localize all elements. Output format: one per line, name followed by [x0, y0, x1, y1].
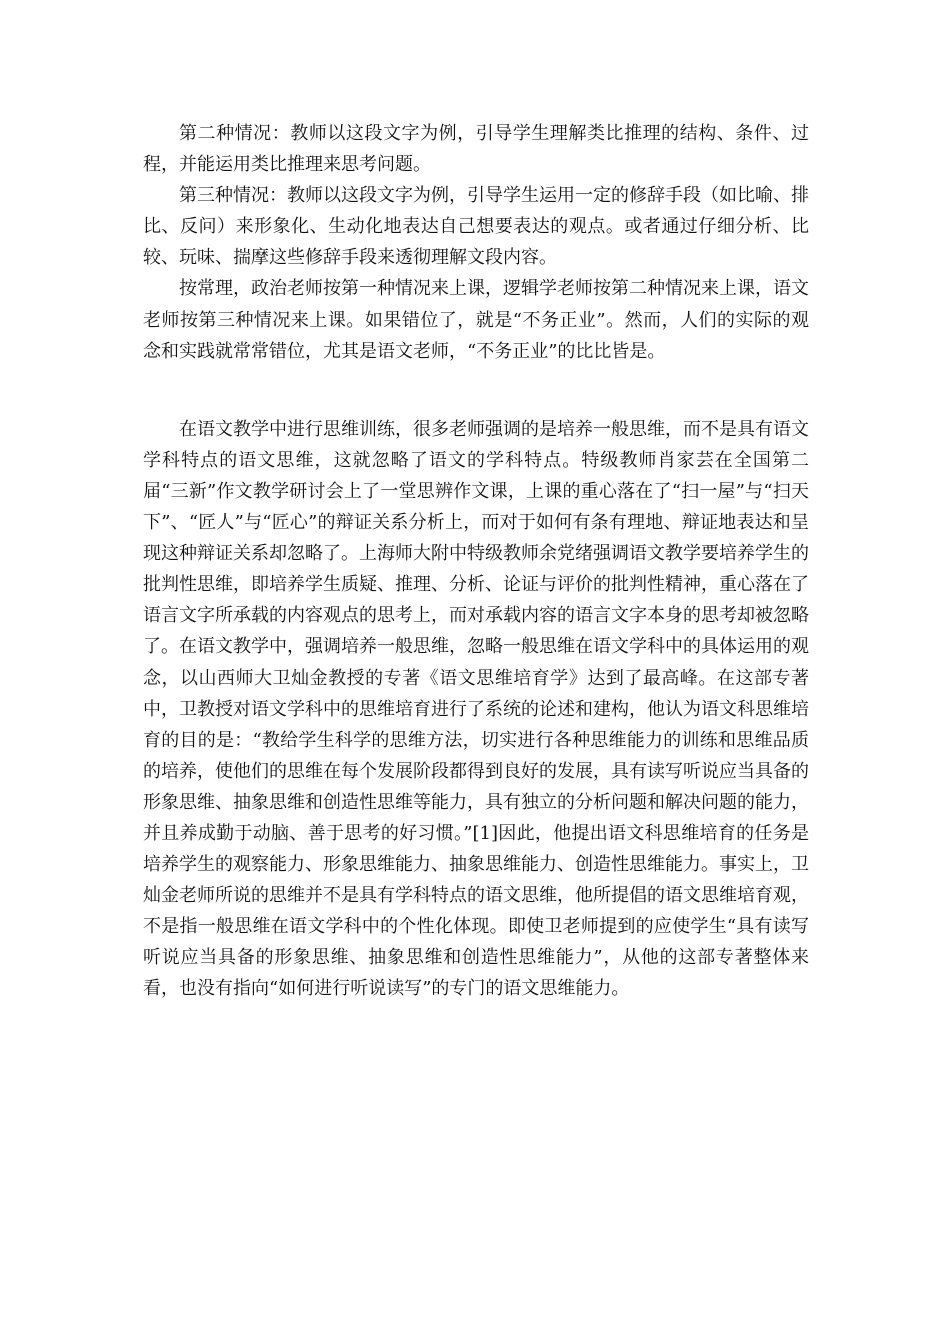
paragraph-common-sense: 按常理，政治老师按第一种情况来上课，逻辑学老师按第二种情况来上课，语文老师按第三种情况来上课。如果错位了，就是“不务正业”。然而，人们的实际的观念和实践就常常错位，尤其是语文老师，“不务正业”的比比皆是。: [143, 278, 809, 362]
paragraph-second-case: 第二种情况：教师以这段文字为例，引导学生理解类比推理的结构、条件、过程，并能运用类比推理来思考问题。: [143, 123, 809, 176]
paragraph-third-case: 第三种情况：教师以这段文字为例，引导学生运用一定的修辞手段（如比喻、排比、反问）来形象化、生动化地表达自己想要表达的观点。或者通过仔细分析、比较、玩味、揣摩这些修辞手段来透彻理解文段内容。: [143, 185, 809, 269]
document-page: [143, 118, 809, 1005]
paragraph-main-argument: 在语文教学中进行思维训练，很多老师强调的是培养一般思维，而不是具有语文学科特点的语文思维，这就忽略了语文的学科特点。特级教师肖家芸在全国第二届“三新”作文教学研讨会上了一堂思辨作文课，上课的重心落在了“扫一屋”与“扫天下”、“匠人”与“匠心”的辩证关系分析上，而对于如何有条有理地、辩证地表达和呈现这种辩证关系却忽略了。上海师大附中特级教师余党绪强调语文教学要培养学生的批判性思维，即培养学生质疑、推理、分析、论证与评价的批判性精神，重心落在了语言文字所承载的内容观点的思考上，而对承载内容的语言文字本身的思考却被忽略了。在语文教学中，强调培养一般思维，忽略一般思维在语文学科中的具体运用的观念，以山西师大卫灿金教授的专著《语文思维培育学》达到了最高峰。在这部专著中，卫教授对语文学科中的思维培育进行了系统的论述和建构，他认为语文科思维培育的目的是：“教给学生科学的思维方法，切实进行各种思维能力的训练和思维品质的培养，使他们的思维在每个发展阶段都得到良好的发展，具有读写听说应当具备的形象思维、抽象思维和创造性思维等能力，具有独立的分析问题和解决问题的能力，并且养成勤于动脑、善于思考的好习惯。”[1]因此，他提出语文科思维培育的任务是培养学生的观察能力、形象思维能力、抽象思维能力、创造性思维能力。事实上，卫灿金老师所说的思维并不是具有学科特点的语文思维，他所提倡的语文思维培育观，不是指一般思维在语文学科中的个性化体现。即使卫老师提到的应使学生“具有读写听说应当具备的形象思维、抽象思维和创造性思维能力”，从他的这部专著整体来看，也没有指向“如何进行听说读写”的专门的语文思维能力。: [143, 418, 809, 1000]
paragraph-gap: [143, 367, 809, 414]
